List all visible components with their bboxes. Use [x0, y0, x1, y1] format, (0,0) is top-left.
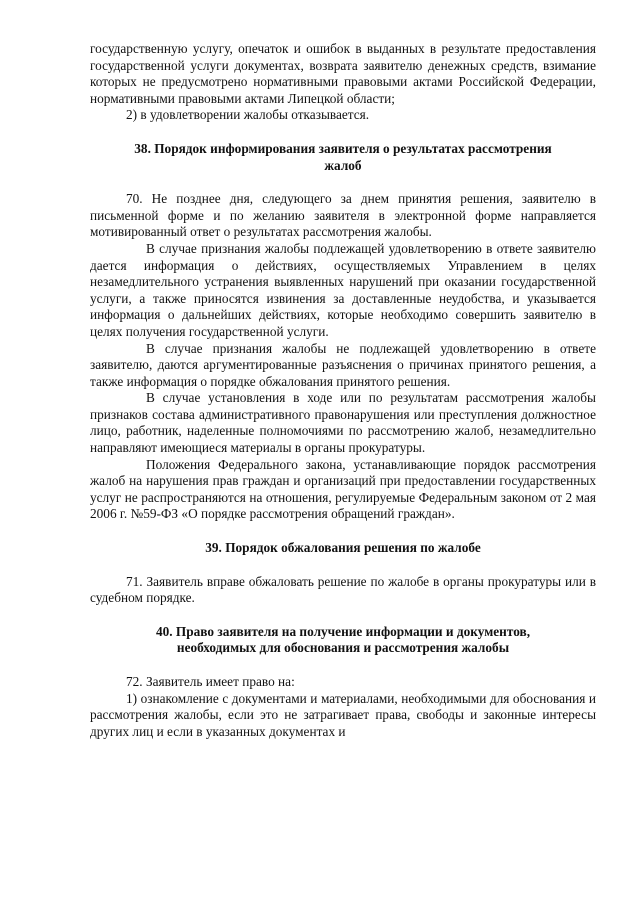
paragraph-violation-detected: В случае установления в ходе или по результатам рассмотрения жалобы признаков состава административного правонарушения или преступления должностное лицо, работник, наделенные полномочиями по рассмотрению жалоб, незамедлительно направляют имеющиеся материалы в органы прокуратуры.	[90, 390, 596, 456]
paragraph-intro-continuation: государственную услугу, опечаток и ошибок в выданных в результате предоставления государственной услуги документах, возврата заявителю денежных средств, взимание которых не предусмотрено нормативными правовыми актами Российской Федерации, нормативными правовыми актами Липецкой области;	[90, 41, 596, 106]
section-39-heading: 39. Порядок обжалования решения по жалобе	[205, 540, 481, 556]
paragraph-satisfied-complaint: В случае признания жалобы подлежащей удовлетворению в ответе заявителю дается информация о действиях, осуществляемых Управлением в целях незамедлительного устранения выявленных нарушений при оказании государственной услуги, а также приносятся извинения за доставленные неудобства, и указывается информация о дальнейших действиях, которые необходимо совершить заявителю в целях получения государственной услуги.	[90, 240, 596, 339]
section-38-heading: 38. Порядок информирования заявителя о результатах рассмотрения жалоб	[134, 140, 552, 173]
section-40-heading: 40. Право заявителя на получение информации и документов, необходимых для обоснования и рассмотрения жалобы	[155, 623, 531, 656]
paragraph-70: 70. Не позднее дня, следующего за днем принятия решения, заявителю в письменной форме и по желанию заявителя в электронной форме направляется мотивированный ответ о результатах рассмотрения жалобы.	[90, 191, 596, 240]
paragraph-72-item-1: 1) ознакомление с документами и материалами, необходимыми для обоснования и рассмотрения жалобы, если это не затрагивает права, свободы и законные интересы других лиц и если в указанных документах и	[90, 690, 596, 739]
paragraph-72: 72. Заявитель имеет право на:	[126, 674, 295, 689]
paragraph-71: 71. Заявитель вправе обжаловать решение по жалобе в органы прокуратуры или в судебном порядке.	[90, 573, 596, 606]
paragraph-not-satisfied-complaint: В случае признания жалобы не подлежащей удовлетворению в ответе заявителю, даются аргументированные разъяснения о причинах принятого решения, а также информация о порядке обжалования принятого решения.	[90, 340, 596, 389]
paragraph-intro-item-2: 2) в удовлетворении жалобы отказывается.	[126, 107, 370, 123]
paragraph-federal-law: Положения Федерального закона, устанавливающие порядок рассмотрения жалоб на нарушения прав граждан и организаций при предоставлении государственных услуг не распространяются на отношения, регулируемые Федеральным законом от 2 мая 2006 г. №59-ФЗ «О порядке рассмотрения обращений граждан».	[90, 456, 596, 522]
document-body	[90, 41, 596, 740]
